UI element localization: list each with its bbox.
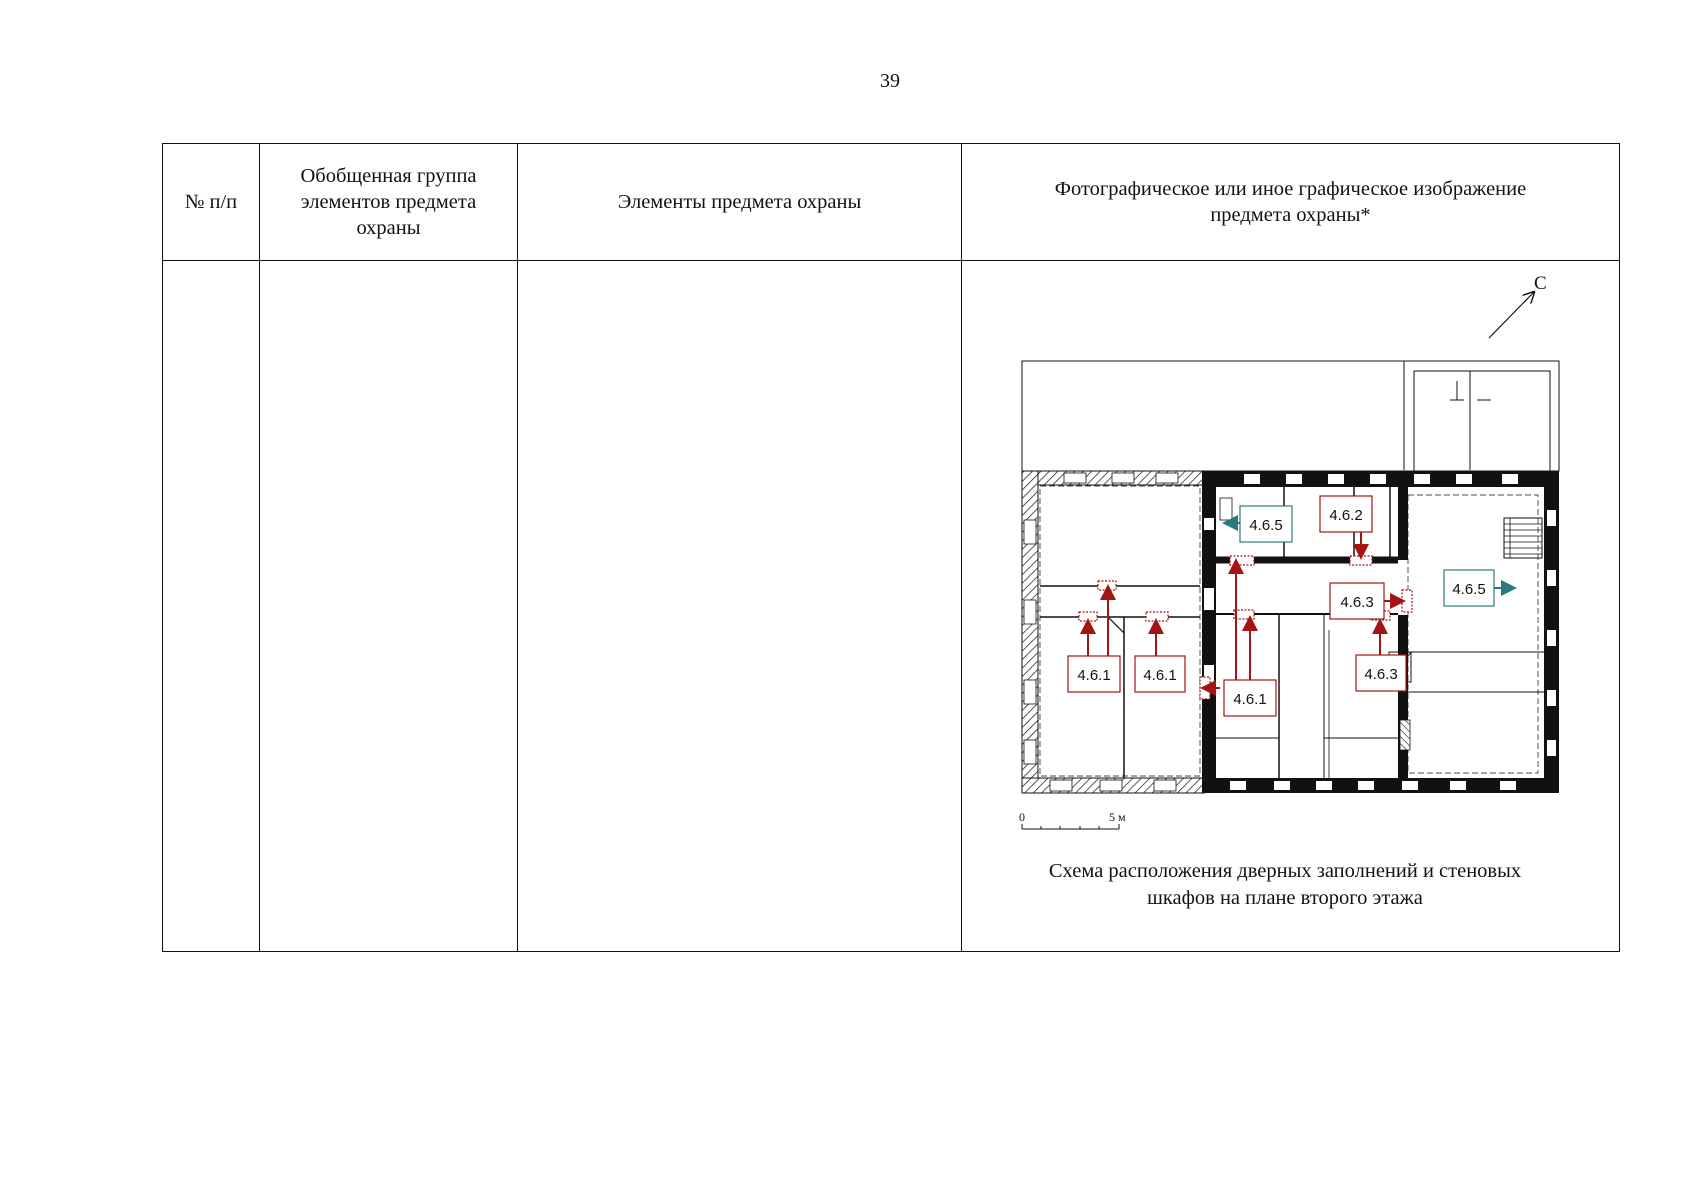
- plan-label-4-6-1-middle: [1135, 656, 1185, 692]
- header-elements: Элементы предмета охраны: [617, 191, 862, 213]
- floor-plan-drawing: [1004, 270, 1564, 830]
- svg-text:4.6.2: 4.6.2: [1329, 507, 1363, 524]
- plan-label-4-6-5-right: [1444, 570, 1494, 606]
- plan-label-4-6-3-bottom: [1356, 655, 1406, 691]
- page-number: 39: [880, 70, 900, 92]
- plan-label-4-6-3-top: [1330, 583, 1384, 619]
- svg-text:С: С: [1534, 273, 1547, 294]
- svg-text:4.6.1: 4.6.1: [1233, 691, 1267, 708]
- outline-upper: [1022, 361, 1559, 471]
- svg-text:4.6.5: 4.6.5: [1249, 517, 1283, 534]
- svg-text:4.6.3: 4.6.3: [1364, 666, 1398, 683]
- header-divider: [163, 260, 1619, 261]
- column-divider: [259, 144, 260, 951]
- plan-label-4-6-2: [1320, 496, 1372, 532]
- svg-text:4.6.5: 4.6.5: [1452, 581, 1486, 598]
- svg-text:5 м: 5 м: [1109, 810, 1126, 824]
- svg-text:0: 0: [1019, 810, 1025, 824]
- header-group: Обобщенная группа элементов предмета охраны: [300, 165, 477, 239]
- svg-text:4.6.3: 4.6.3: [1340, 594, 1374, 611]
- north-arrow-icon: [1489, 273, 1547, 338]
- plan-label-4-6-5-left: [1240, 506, 1292, 542]
- plan-caption: Схема расположения дверных заполнений и стеновых шкафов на плане второго этажа: [1048, 860, 1522, 909]
- svg-text:4.6.1: 4.6.1: [1077, 667, 1111, 684]
- header-image: Фотографическое или иное графическое изображение предмета охраны*: [1054, 178, 1527, 226]
- plan-label-4-6-1-right: [1224, 680, 1276, 716]
- header-number: № п/п: [184, 191, 238, 213]
- plan-label-4-6-1-left: [1068, 656, 1120, 692]
- column-divider: [517, 144, 518, 951]
- svg-text:4.6.1: 4.6.1: [1143, 667, 1177, 684]
- scale-bar: [1019, 810, 1126, 829]
- column-divider: [961, 144, 962, 951]
